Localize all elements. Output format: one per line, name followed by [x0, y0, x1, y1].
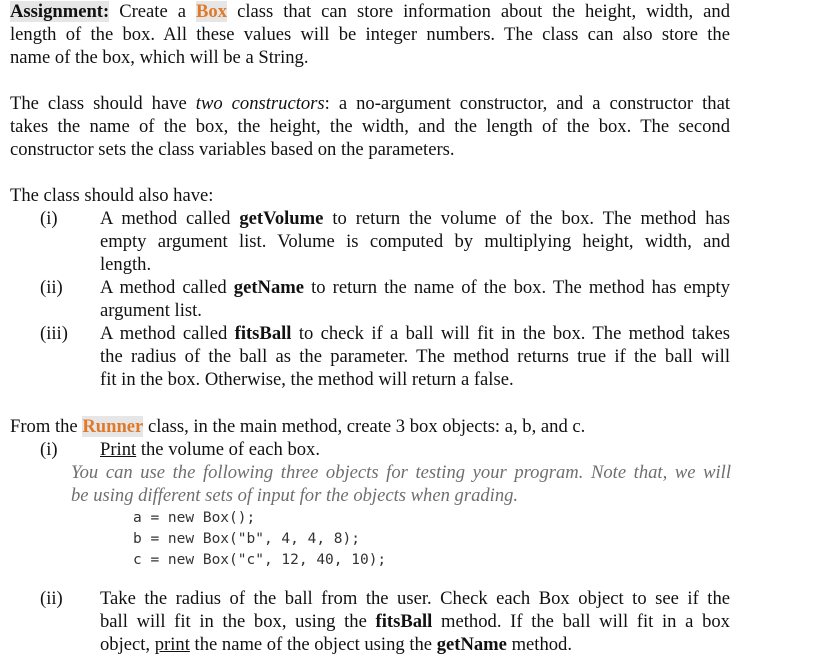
list1-item3-line3: fit in the box. Otherwise, the method will return a false.: [100, 369, 514, 390]
para1-line1: Assignment: Create a Box class that can store information about the height, width, and: [10, 1, 731, 22]
getname-method-ref: getName: [436, 634, 507, 655]
code-line-a: a = new Box();: [133, 510, 256, 526]
list1-intro: The class should also have:: [10, 185, 214, 206]
assignment-label: Assignment:: [10, 1, 110, 22]
list1-item1-line2: empty argument list. Volume is computed by multiplying height, width, and: [100, 231, 730, 252]
list1-item1-line3: length.: [100, 254, 152, 275]
list1-item3-line2: the radius of the ball as the parameter. The method returns true if the ball will: [100, 346, 730, 367]
para1-line3: name of the box, which will be a String.: [10, 47, 309, 68]
para1-line2: length of the box. All these values will be integer numbers. The class can also store the: [10, 24, 730, 45]
print-underlined-word: Print: [100, 439, 137, 460]
list1-item3-line1: A method called fitsBall to check if a ball will fit in the box. The method takes: [100, 323, 731, 344]
list1-item2-line1: A method called getName to return the name of the box. The method has empty: [100, 277, 730, 298]
code-line-b: b = new Box("b", 4, 4, 8);: [133, 531, 360, 547]
runner-intro: From the Runner class, in the main method, create 3 box objects: a, b, and c.: [10, 416, 586, 437]
list1-item1-marker: (i): [40, 208, 58, 229]
list1-item2-line2: argument list.: [100, 300, 202, 321]
list1-item1-line1: A method called getVolume to return the volume of the box. The method has: [100, 208, 730, 229]
runner-note-line2: be using different sets of input for the objects when grading.: [71, 485, 519, 506]
runner-item2-marker: (ii): [40, 588, 63, 609]
code-line-c: c = new Box("c", 12, 40, 10);: [133, 552, 387, 568]
getvolume-method-name: getVolume: [239, 208, 324, 229]
getname-method-name: getName: [233, 277, 305, 298]
runner-item1-marker: (i): [40, 439, 58, 460]
runner-item2-line3: object, print the name of the object using the getName method.: [100, 634, 572, 655]
two-constructors-emphasis: two constructors: [195, 93, 325, 114]
para2-line1: The class should have two constructors: a no-argument constructor, and a constructor that: [10, 93, 730, 114]
list1-item3-marker: (iii): [40, 323, 68, 344]
runner-class-name: Runner: [82, 416, 144, 437]
fitsball-method-name: fitsBall: [234, 323, 292, 344]
list1-item2-marker: (ii): [40, 277, 63, 298]
fitsball-method-ref: fitsBall: [375, 611, 433, 632]
print-underlined-word-2: print: [154, 634, 190, 655]
para2-line3: constructor sets the class variables based on the parameters.: [10, 139, 455, 160]
para2-line2: takes the name of the box, the height, the width, and the length of the box. The second: [10, 116, 730, 137]
runner-note-line1: You can use the following three objects for testing your program. Note that, we will: [71, 462, 731, 483]
box-class-name: Box: [196, 1, 228, 22]
runner-item2-line1: Take the radius of the ball from the user. Check each Box object to see if the: [100, 588, 730, 609]
runner-item2-line2: ball will fit in the box, using the fitsBall method. If the ball will fit in a box: [100, 611, 730, 632]
runner-item1-text: Print the volume of each box.: [100, 439, 320, 460]
